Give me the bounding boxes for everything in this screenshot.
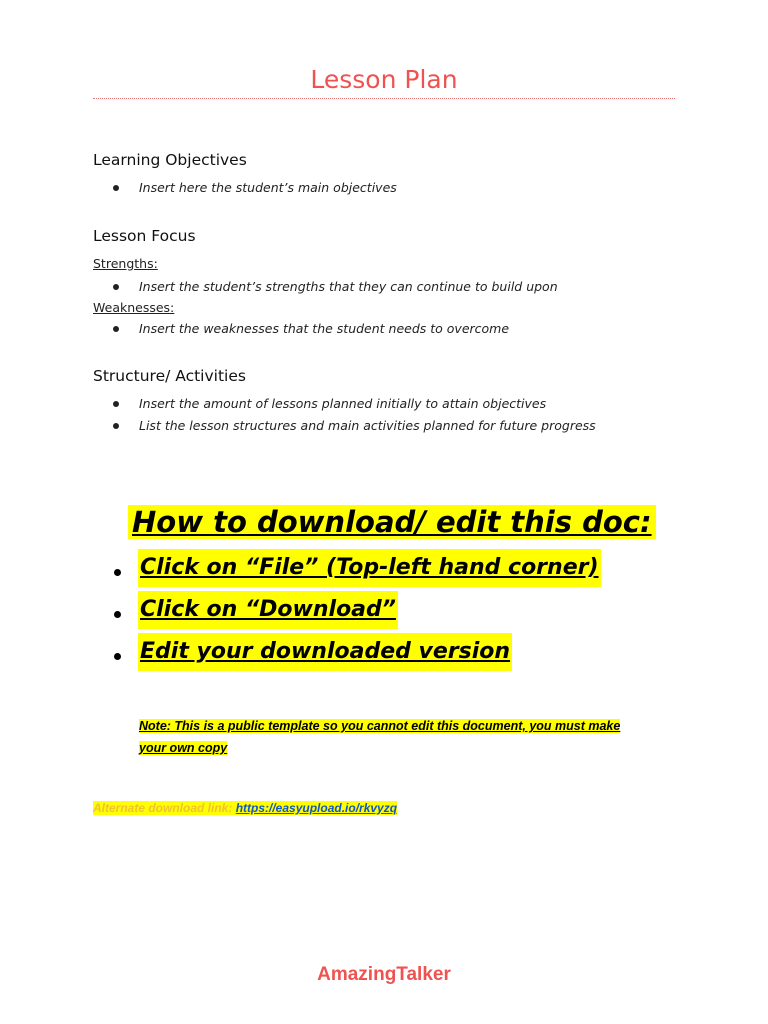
step-edit-version: Edit your downloaded version <box>138 633 512 671</box>
list-item <box>113 418 596 434</box>
note-text-line2: your own copy <box>139 741 228 755</box>
bullet-icon <box>114 653 121 660</box>
learning-objectives-heading: Learning Objectives <box>93 151 247 169</box>
list-item <box>113 180 397 196</box>
step-click-file: Click on “File” (Top-left hand corner) <box>138 549 601 587</box>
weakness-text: Insert the weaknesses that the student needs to overcome <box>139 321 510 336</box>
bullet-icon <box>113 326 119 332</box>
weaknesses-label: Weaknesses: <box>93 300 175 315</box>
strength-text: Insert the student’s strengths that they can continue to build upon <box>139 279 558 294</box>
list-item <box>114 633 512 671</box>
bullet-icon <box>113 185 119 191</box>
bullet-icon <box>113 401 119 407</box>
structure-text: List the lesson structures and main activities planned for future progress <box>139 418 596 433</box>
bullet-icon <box>113 284 119 290</box>
list-item <box>113 279 558 295</box>
structure-text: Insert the amount of lessons planned initially to attain objectives <box>139 396 547 411</box>
bullet-icon <box>113 423 119 429</box>
download-instructions-heading-text: How to download/ edit this doc: <box>128 505 656 539</box>
bullet-icon <box>114 569 121 576</box>
list-item <box>113 396 546 412</box>
amazingtalker-logo: AmazingTalker <box>317 964 451 985</box>
bullet-icon <box>114 611 121 618</box>
title-divider <box>93 98 675 99</box>
document-title: Lesson Plan <box>310 65 458 94</box>
alternate-download-label: Alternate download link: <box>93 801 236 815</box>
structure-activities-heading: Structure/ Activities <box>93 367 246 385</box>
public-template-note <box>139 715 679 759</box>
list-item <box>114 549 601 587</box>
list-item <box>113 321 509 337</box>
strengths-label: Strengths: <box>93 256 158 271</box>
step-click-download: Click on “Download” <box>138 591 398 629</box>
note-text-line1: Note: This is a public template so you cannot edit this document, you must make <box>139 719 621 733</box>
objective-text: Insert here the student’s main objectives <box>139 180 397 195</box>
alternate-download-link[interactable]: https://easyupload.io/rkvyzq <box>235 801 398 815</box>
list-item <box>114 591 398 629</box>
download-instructions-heading <box>128 500 656 545</box>
lesson-focus-heading: Lesson Focus <box>93 227 196 245</box>
alternate-download <box>93 800 397 816</box>
